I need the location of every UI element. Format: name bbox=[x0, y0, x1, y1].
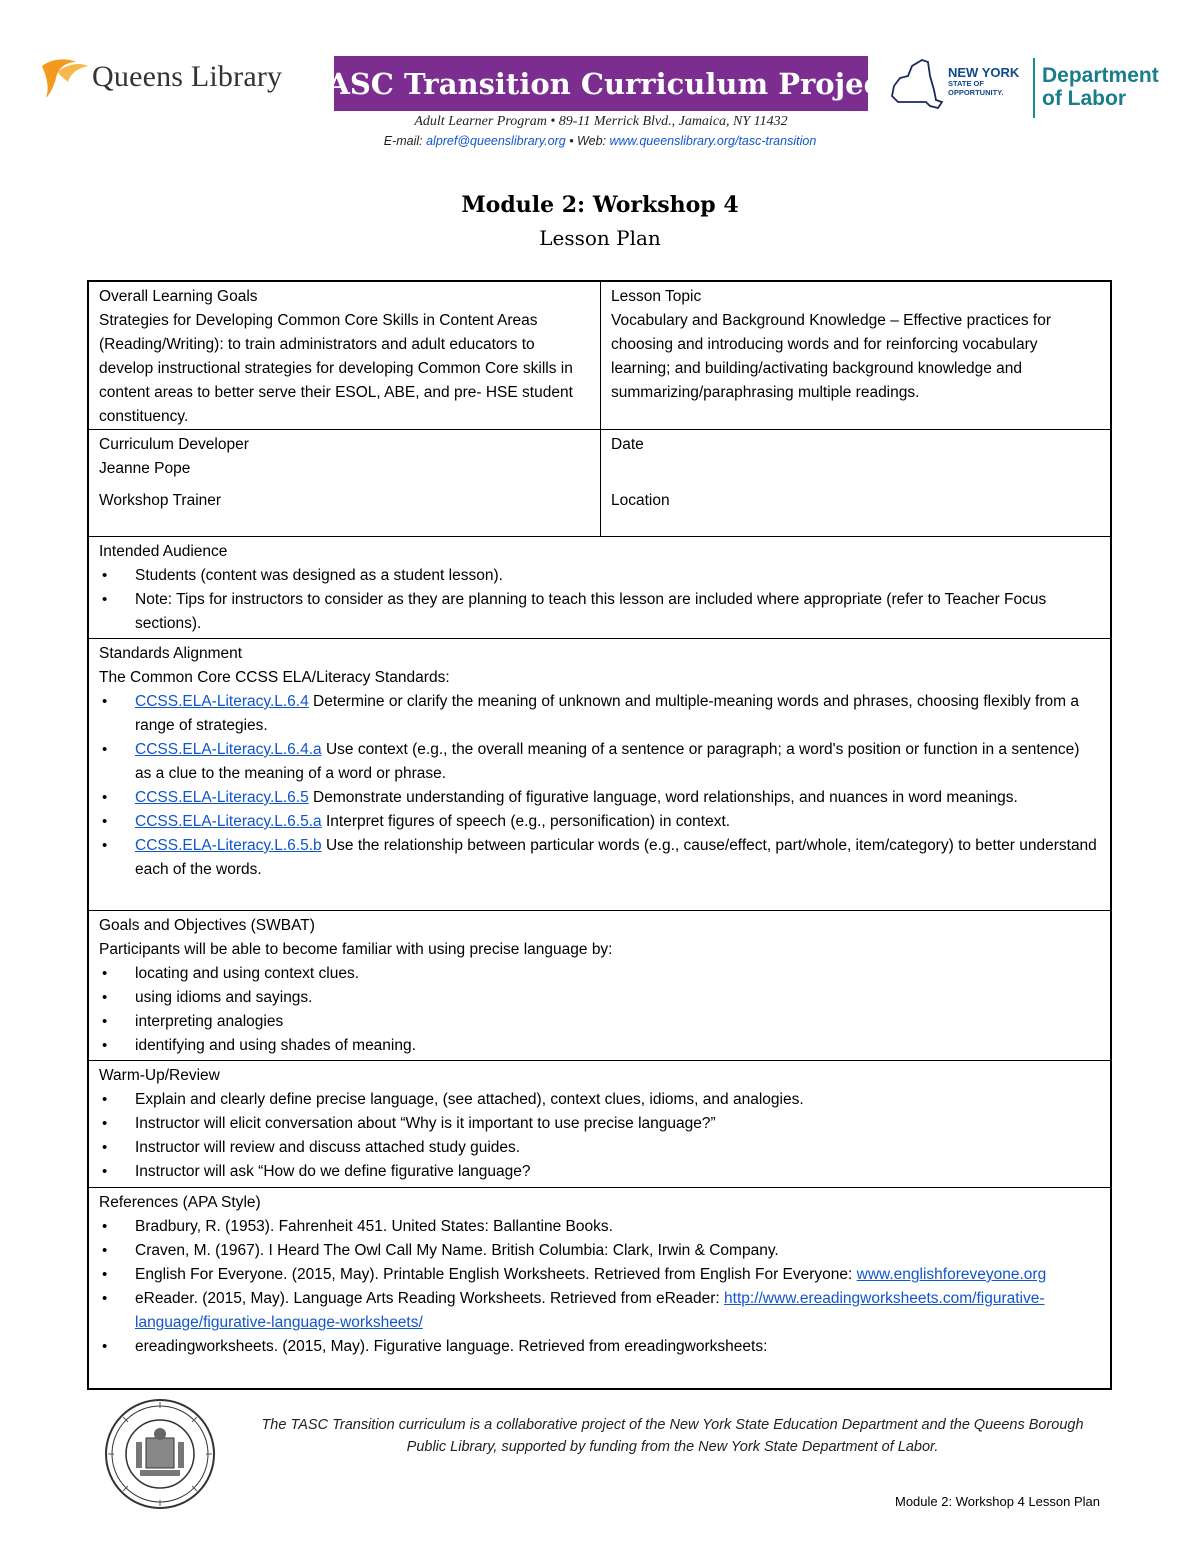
topic-cell bbox=[601, 282, 1110, 429]
audience-heading: Intended Audience bbox=[99, 543, 228, 560]
list-item: • Students (content was designed as a student lesson). bbox=[99, 564, 1100, 588]
dol-line1: Department bbox=[1042, 64, 1159, 87]
objectives-list bbox=[99, 962, 1100, 1058]
reference-text: English For Everyone. (2015, May). Printable English Worksheets. Retrieved from English For Everyone: bbox=[135, 1266, 857, 1283]
list-item: • Instructor will review and discuss attached study guides. bbox=[99, 1136, 1100, 1160]
standard-link[interactable]: CCSS.ELA-Literacy.L.6.5 bbox=[135, 789, 309, 806]
objectives-row bbox=[89, 911, 1110, 1061]
warmup-heading: Warm-Up/Review bbox=[99, 1067, 220, 1084]
standard-text: Use context (e.g., the overall meaning of a sentence or paragraph; a word's position or function in a sentence) as a clue to the meaning of a word or phrase. bbox=[135, 741, 1080, 782]
list-item: • interpreting analogies bbox=[99, 1010, 1100, 1034]
goals-cell bbox=[89, 282, 601, 429]
trainer-heading: Workshop Trainer bbox=[99, 492, 222, 509]
topic-text: Vocabulary and Background Knowledge – Effective practices for choosing and introducing words and for reinforcing vocabulary learning; and building/activating background knowledge and summarizing/paraphrasing multiple readings. bbox=[611, 312, 1052, 401]
queens-library-flame-icon bbox=[38, 52, 90, 102]
university-seal-icon bbox=[104, 1398, 216, 1510]
reference-link[interactable]: www.englishforeveyone.org bbox=[856, 1266, 1047, 1283]
standard-link[interactable]: CCSS.ELA-Literacy.L.6.4.a bbox=[135, 741, 322, 758]
warmup-cell bbox=[89, 1061, 1110, 1184]
standard-link[interactable]: CCSS.ELA-Literacy.L.6.5.b bbox=[135, 837, 322, 854]
standard-link[interactable]: CCSS.ELA-Literacy.L.6.5.a bbox=[135, 813, 322, 830]
date-heading: Date bbox=[611, 436, 644, 453]
ny-line3: OPPORTUNITY. bbox=[948, 88, 1004, 97]
goals-topic-row bbox=[89, 282, 1110, 430]
developer-date-row bbox=[89, 430, 1110, 537]
reference-link[interactable]: http://www.ereadingworksheets.com/figurative-language/figurative-language-worksheets/ bbox=[135, 1290, 1045, 1331]
topic-heading: Lesson Topic bbox=[611, 288, 702, 305]
warmup-row bbox=[89, 1061, 1110, 1188]
date-cell bbox=[601, 430, 1110, 536]
objectives-heading: Goals and Objectives (SWBAT) bbox=[99, 917, 315, 934]
page-footer-label: Module 2: Workshop 4 Lesson Plan bbox=[895, 1494, 1100, 1509]
standard-text: Interpret figures of speech (e.g., personification) in context. bbox=[321, 813, 731, 830]
lesson-plan-table bbox=[87, 280, 1112, 1390]
list-item: • Instructor will elicit conversation about “Why is it important to use precise language?” bbox=[99, 1112, 1100, 1136]
standard-text: Determine or clarify the meaning of unknown and multiple-meaning words and phrases, choosing flexibly from a range of strategies. bbox=[135, 693, 1079, 734]
list-item bbox=[99, 1215, 1100, 1239]
list-item: • identifying and using shades of meaning. bbox=[99, 1034, 1100, 1058]
list-item: • Note: Tips for instructors to consider as they are planning to teach this lesson are included where appropriate (refer to Teacher Focus sections). bbox=[99, 588, 1100, 636]
banner-title: TASC Transition Curriculum Project bbox=[334, 56, 868, 111]
address-line: Adult Learner Program • 89-11 Merrick Blvd., Jamaica, NY 11432 bbox=[414, 114, 788, 129]
standard-link[interactable]: CCSS.ELA-Literacy.L.6.4 bbox=[135, 693, 309, 710]
list-item bbox=[99, 690, 1100, 738]
audience-list bbox=[99, 564, 1100, 636]
warmup-list bbox=[99, 1088, 1100, 1184]
page-title: Module 2: Workshop 4 bbox=[461, 192, 739, 218]
goals-text: Strategies for Developing Common Core Skills in Content Areas (Reading/Writing): to train administrators and adult educators to develop instructional strategies for developing Common Core skills in content areas to better serve their ESOL, ABE, and pre- HSE student constituency. bbox=[99, 312, 573, 425]
developer-cell bbox=[89, 430, 601, 536]
location-heading: Location bbox=[611, 492, 670, 509]
email-label: E-mail: bbox=[383, 134, 427, 148]
objectives-intro: Participants will be able to become familiar with using precise language by: bbox=[99, 941, 613, 958]
references-heading: References (APA Style) bbox=[99, 1194, 261, 1211]
references-cell bbox=[89, 1188, 1110, 1359]
reference-text: ereadingworksheets. (2015, May). Figurative language. Retrieved from ereadingworksheets: bbox=[135, 1338, 768, 1355]
audience-cell bbox=[89, 537, 1110, 636]
page-subtitle: Lesson Plan bbox=[539, 226, 661, 250]
ny-state-seal bbox=[104, 1398, 216, 1510]
list-item bbox=[99, 738, 1100, 786]
reference-text: Bradbury, R. (1953). Fahrenheit 451. United States: Ballantine Books. bbox=[135, 1218, 613, 1235]
web-label: • Web: bbox=[565, 134, 610, 148]
standard-text: Demonstrate understanding of figurative language, word relationships, and nuances in word meanings. bbox=[308, 789, 1018, 806]
ny-state-outline-icon bbox=[888, 56, 948, 118]
developer-heading: Curriculum Developer bbox=[99, 436, 249, 453]
list-item bbox=[99, 1239, 1100, 1263]
objectives-cell bbox=[89, 911, 1110, 1058]
audience-row bbox=[89, 537, 1110, 639]
developer-name: Jeanne Pope bbox=[99, 460, 191, 477]
list-item: • Instructor will ask “How do we define figurative language? bbox=[99, 1160, 1100, 1184]
list-item bbox=[99, 1335, 1100, 1359]
reference-text: Craven, M. (1967). I Heard The Owl Call My Name. British Columbia: Clark, Irwin & Company. bbox=[135, 1242, 779, 1259]
list-item: • Explain and clearly define precise language, (see attached), context clues, idioms, and analogies. bbox=[99, 1088, 1100, 1112]
standards-intro: The Common Core CCSS ELA/Literacy Standards: bbox=[99, 669, 450, 686]
ny-line2: STATE OF bbox=[948, 79, 984, 88]
footer-text: The TASC Transition curriculum is a collaborative project of the New York State Education Department and the Queens Borough Public Library, supported by funding from the New York State Department of Labor. bbox=[261, 1417, 1084, 1455]
dol-wordmark bbox=[1042, 64, 1159, 110]
standards-heading: Standards Alignment bbox=[99, 645, 243, 662]
references-list bbox=[99, 1215, 1100, 1359]
ny-state-text bbox=[948, 66, 1019, 97]
list-item bbox=[99, 810, 1100, 834]
standard-text: Use the relationship between particular words (e.g., cause/effect, part/whole, item/category) to better understand each of the words. bbox=[135, 837, 1097, 878]
list-item bbox=[99, 1263, 1100, 1287]
queens-library-logo bbox=[38, 52, 298, 102]
dol-divider bbox=[1033, 58, 1035, 118]
goals-heading: Overall Learning Goals bbox=[99, 288, 258, 305]
list-item: • locating and using context clues. bbox=[99, 962, 1100, 986]
queens-library-wordmark: Queens Library bbox=[92, 60, 283, 93]
standards-list bbox=[99, 690, 1100, 882]
references-row bbox=[89, 1188, 1110, 1388]
web-link[interactable]: www.queenslibrary.org/tasc-transition bbox=[609, 134, 817, 148]
dol-line2: of Labor bbox=[1042, 87, 1126, 110]
contact-line bbox=[300, 134, 900, 148]
standards-row bbox=[89, 639, 1110, 911]
list-item bbox=[99, 786, 1100, 810]
standards-cell bbox=[89, 639, 1110, 882]
list-item: • using idioms and sayings. bbox=[99, 986, 1100, 1010]
ny-line1: NEW YORK bbox=[948, 65, 1020, 80]
reference-text: eReader. (2015, May). Language Arts Reading Worksheets. Retrieved from eReader: bbox=[135, 1290, 725, 1307]
dol-logo bbox=[888, 52, 1178, 122]
list-item bbox=[99, 834, 1100, 882]
email-link[interactable]: alpref@queenslibrary.org bbox=[426, 134, 566, 148]
list-item bbox=[99, 1287, 1100, 1335]
